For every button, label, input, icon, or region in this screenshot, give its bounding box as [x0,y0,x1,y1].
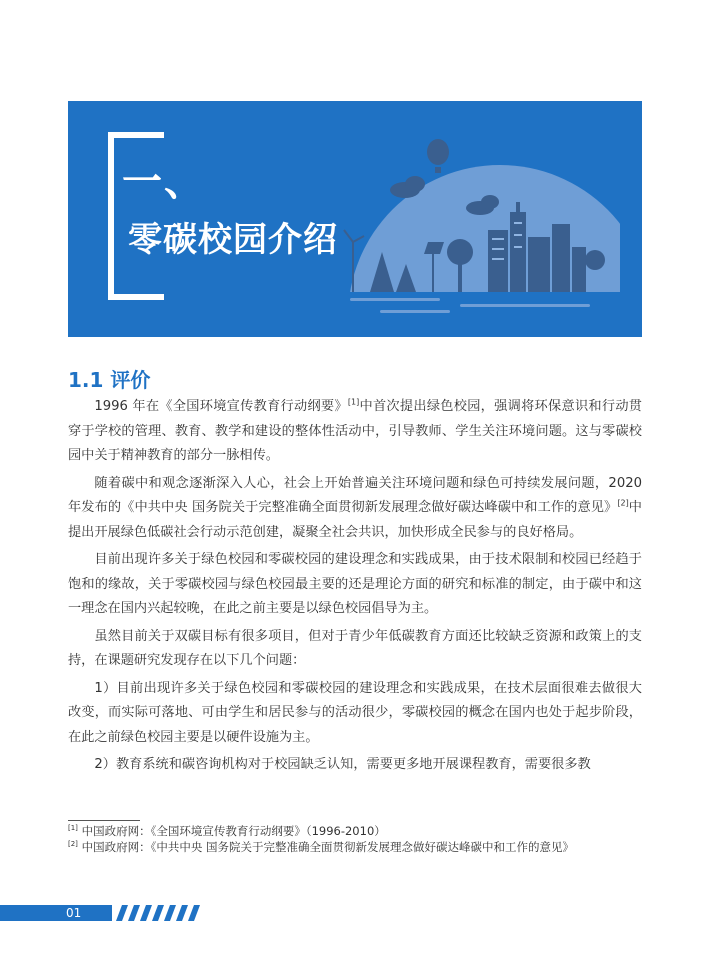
chapter-title: 零碳校园介绍 [128,220,338,260]
footer-bar [0,905,112,921]
footnote: [2] 中国政府网：《中共中央 国务院关于完整准确全面贯彻新发展理念做好碳达峰碳中和工作的意见》 [68,840,574,854]
footnote-ref[interactable]: [1] [347,397,360,407]
paragraph: 1）目前出现许多关于绿色校园和零碳校园的建设理念和实践成果，在技术层面很难去做很大改变，而实际可落地、可由学生和居民参与的活动很少，零碳校园的概念在国内也处于起步阶段，在此之前绿色校园主要是以硬件设施为主。 [68,680,642,745]
page-number: 01 [66,906,82,920]
footnote-ref[interactable]: [2] [617,498,629,508]
section-heading: 1.1 评价 [68,368,151,392]
paragraph: 随着碳中和观念逐渐深入人心，社会上开始普遍关注环境问题和绿色可持续发展问题，2020 年发布的《中共中央 国务院关于完整准确全面贯彻新发展理念做好碳达峰碳中和工作的意见》[2]中提出开展绿色低碳社会行动示范创建，凝聚全社会共识，加快形成全民参与的良好格局。 [68,475,642,540]
paragraph: 2）教育系统和碳咨询机构对于校园缺乏认知，需要更多地开展课程教育，需要很多教 [94,757,591,772]
body-text [68,395,642,781]
paragraph: 1996 年在《全国环境宣传教育行动纲要》[1]中首次提出绿色校园，强调将环保意识和行动贯穿于学校的管理、教育、教学和建设的整体性活动中，引导教师、学生关注环境问题。这与零碳校园中关于精神教育的部分一脉相传。 [68,397,642,463]
chapter-number: 一、 [122,159,206,205]
footnote: [1] 中国政府网：《全国环境宣传教育行动纲要》（1996-2010） [68,824,386,838]
city-illustration [340,112,620,332]
footer-stripes-decoration [116,905,206,921]
paragraph: 目前出现许多关于绿色校园和零碳校园的建设理念和实践成果，由于技术限制和校园已经趋于饱和的缘故，关于零碳校园与绿色校园最主要的还是理论方面的研究和标准的制定，由于碳中和这一理念在国内兴起较晚，在此之前主要是以绿色校园倡导为主。 [68,552,642,616]
footnote-divider [68,820,140,821]
footnotes [68,823,642,855]
paragraph: 虽然目前关于双碳目标有很多项目，但对于青少年低碳教育方面还比较缺乏资源和政策上的支持，在课题研究发现存在以下几个问题： [68,628,642,668]
